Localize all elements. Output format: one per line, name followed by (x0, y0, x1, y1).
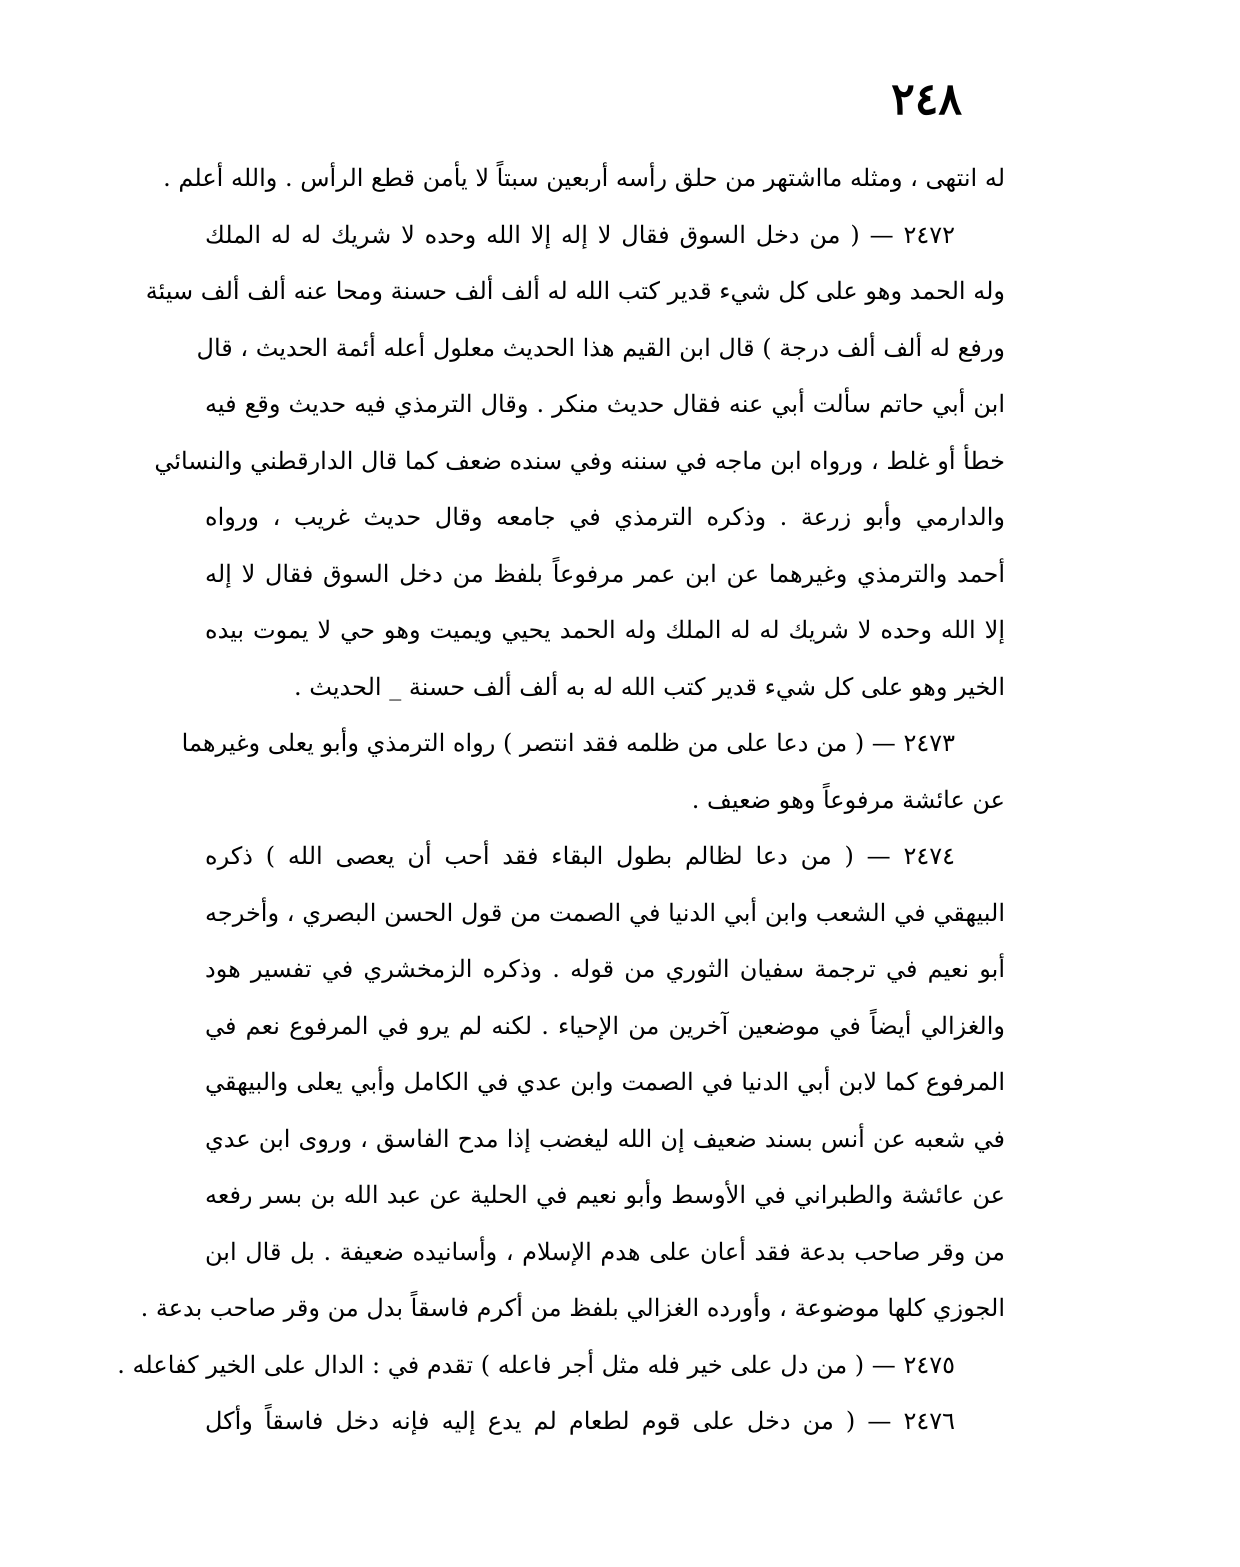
text-line: ابن أبي حاتم سألت أبي عنه فقال حديث منكر . وقال الترمذي فيه حديث وقع فيه (205, 390, 1005, 418)
page-number: ٢٤٨ (891, 74, 962, 125)
hadith-2473-heading-line: ٢٤٧٣ — ( من دعا على من ظلمه فقد انتصر ) رواه الترمذي وأبو يعلى وغيرهما (181, 729, 955, 757)
text-line: أبو نعيم في ترجمة سفيان الثوري من قوله . وذكره الزمخشري في تفسير هود (205, 955, 1005, 983)
hadith-2475-heading-line: ٢٤٧٥ — ( من دل على خير فله مثل أجر فاعله ) تقدم في : الدال على الخير كفاعله . (117, 1350, 955, 1379)
text-line: عن عائشة والطبراني في الأوسط وأبو نعيم في الحلية عن عبد الله بن بسر رفعه (205, 1181, 1005, 1209)
hadith-2476-heading-line: ٢٤٧٦ — ( من دخل على قوم لطعام لم يدع إليه فإنه دخل فاسقاً وأكل (205, 1407, 955, 1435)
hadith-2472-heading-line: ٢٤٧٢ — ( من دخل السوق فقال لا إله إلا الله وحده لا شريك له له الملك (205, 220, 955, 249)
text-line: البيهقي في الشعب وابن أبي الدنيا في الصمت من قول الحسن البصري ، وأخرجه (205, 898, 1005, 927)
text-line: في شعبه عن أنس بسند ضعيف إن الله ليغضب إذا مدح الفاسق ، وروى ابن عدي (205, 1124, 1005, 1153)
text-line: وله الحمد وهو على كل شيء قدير كتب الله له ألف ألف حسنة ومحا عنه ألف ألف سيئة (145, 277, 1005, 305)
main-text-block (117, 150, 1005, 1450)
text-line: المرفوع كما لابن أبي الدنيا في الصمت وابن عدي في الكامل وأبي يعلى والبيهقي (205, 1068, 1005, 1096)
text-line: الجوزي كلها موضوعة ، وأورده الغزالي بلفظ من أكرم فاسقاً بدل من وقر صاحب بدعة . (140, 1294, 1005, 1322)
text-line: والدارمي وأبو زرعة . وذكره الترمذي في جامعه وقال حديث غريب ، ورواه (205, 503, 1005, 531)
text-line: من وقر صاحب بدعة فقد أعان على هدم الإسلام ، وأسانيده ضعيفة . بل قال ابن (205, 1237, 1005, 1266)
text-line: والغزالي أيضاً في موضعين آخرين من الإحياء . لكنه لم يرو في المرفوع نعم في (205, 1011, 1005, 1040)
text-line: له انتهى ، ومثله مااشتهر من حلق رأسه أربعين سبتاً لا يأمن قطع الرأس . والله أعلم . (163, 164, 1005, 192)
text-line: ورفع له ألف ألف درجة ) قال ابن القيم هذا الحديث معلول أعله أئمة الحديث ، قال (196, 333, 1005, 362)
text-line: إلا الله وحده لا شريك له له الملك وله الحمد يحيي ويميت وهو حي لا يموت بيده (205, 616, 1005, 644)
text-line: عن عائشة مرفوعاً وهو ضعيف . (691, 785, 1005, 814)
hadith-2474-heading-line: ٢٤٧٤ — ( من دعا لظالم بطول البقاء فقد أحب أن يعصى الله ) ذكره (205, 842, 955, 870)
text-line: الخير وهو على كل شيء قدير كتب الله له به ألف ألف حسنة _ الحديث . (294, 672, 1005, 701)
text-line: خطأ أو غلط ، ورواه ابن ماجه في سننه وفي سنده ضعف كما قال الدارقطني والنسائي (154, 446, 1005, 475)
text-line: أحمد والترمذي وغيرهما عن ابن عمر مرفوعاً بلفظ من دخل السوق فقال لا إله (205, 559, 1005, 588)
